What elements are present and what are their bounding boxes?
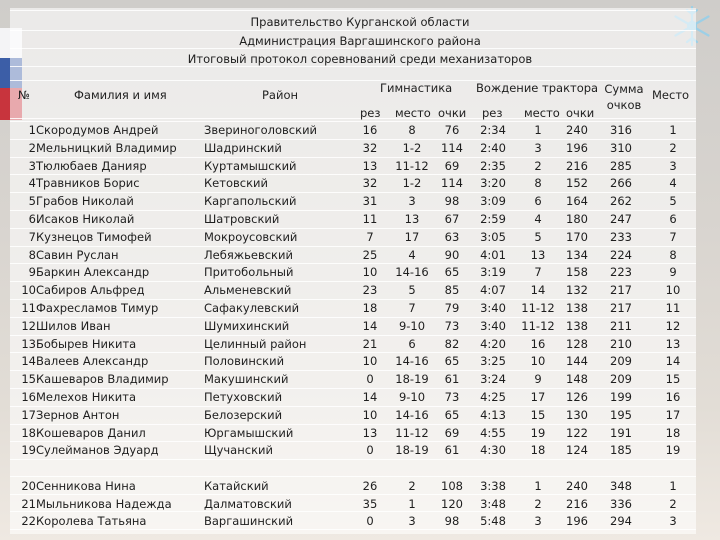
row-fullname: Исаков Николай — [36, 212, 135, 226]
row-gym-result: 10 — [362, 354, 378, 369]
row-gym-result: 18 — [362, 301, 378, 315]
row-number: 4 — [28, 176, 36, 191]
sub-drive-res: рез — [482, 106, 503, 120]
row-number: 2 — [28, 140, 36, 155]
row-district: Альменевский — [204, 283, 292, 298]
row-district: Далматовский — [204, 496, 292, 511]
row-drive-result: 4:25 — [480, 390, 506, 404]
row-place: 5 — [669, 194, 677, 209]
sub-drive-place: место — [524, 106, 560, 120]
grid-line — [10, 246, 696, 247]
row-gym-result: 14 — [362, 318, 378, 333]
row-gym-place: 11-12 — [395, 425, 429, 440]
row-place: 10 — [665, 283, 681, 298]
row-number: 11 — [21, 301, 36, 315]
row-drive-place: 17 — [530, 390, 546, 404]
row-district: Щучанский — [204, 443, 273, 458]
row-sum: 316 — [610, 123, 632, 137]
row-drive-points: 122 — [566, 425, 588, 440]
row-sum: 266 — [610, 176, 632, 191]
header-sum: Сумма очков — [604, 82, 644, 112]
row-district: Куртамышский — [204, 158, 297, 173]
row-sum: 209 — [610, 354, 632, 369]
row-gym-place: 18-19 — [395, 372, 429, 387]
row-number: 10 — [21, 283, 36, 298]
row-district: Шумихинский — [204, 318, 290, 333]
row-place: 1 — [669, 123, 677, 137]
row-fullname: Грабов Николай — [36, 194, 134, 209]
row-drive-points: 240 — [566, 479, 588, 493]
grid-line — [10, 121, 696, 122]
row-sum: 211 — [610, 318, 632, 333]
row-drive-result: 3:05 — [480, 229, 506, 244]
row-drive-place: 2 — [534, 496, 542, 511]
row-gym-result: 13 — [362, 425, 378, 440]
row-sum: 262 — [610, 194, 632, 209]
row-drive-place: 15 — [530, 407, 546, 422]
row-drive-place: 8 — [534, 176, 542, 191]
row-place: 16 — [665, 390, 681, 404]
row-gym-result: 25 — [362, 247, 378, 262]
row-number: 15 — [21, 372, 36, 387]
row-drive-place: 4 — [534, 212, 542, 226]
row-place: 15 — [665, 372, 681, 387]
row-fullname: Кузнецов Тимофей — [36, 229, 152, 244]
row-sum: 310 — [610, 140, 632, 155]
row-gym-place: 8 — [408, 123, 416, 137]
row-fullname: Травников Борис — [36, 176, 140, 191]
row-drive-points: 132 — [566, 283, 588, 298]
row-drive-result: 3:38 — [480, 479, 506, 493]
row-gym-result: 16 — [362, 123, 378, 137]
row-gym-place: 14-16 — [395, 407, 429, 422]
row-fullname: Мыльникова Надежда — [36, 496, 172, 511]
row-gym-result: 32 — [362, 140, 378, 155]
row-district: Петуховский — [204, 390, 283, 404]
row-drive-points: 180 — [566, 212, 588, 226]
row-district: Звериноголовский — [204, 123, 318, 137]
grid-line — [10, 370, 696, 371]
row-gym-points: 73 — [444, 390, 460, 404]
grid-line — [10, 476, 696, 477]
row-drive-result: 3:40 — [480, 318, 506, 333]
row-gym-place: 18-19 — [395, 443, 429, 458]
row-gym-place: 6 — [408, 336, 416, 351]
row-fullname: Фахреcламов Тимур — [36, 301, 159, 315]
row-number: 20 — [21, 479, 36, 493]
row-drive-result: 3:48 — [480, 496, 506, 511]
row-gym-points: 98 — [444, 194, 460, 209]
row-place: 18 — [665, 425, 681, 440]
row-drive-result: 2:35 — [480, 158, 506, 173]
row-place: 2 — [669, 496, 677, 511]
grid-line — [10, 10, 696, 11]
row-drive-place: 13 — [530, 247, 546, 262]
row-gym-place: 13 — [404, 212, 420, 226]
row-drive-points: 134 — [566, 247, 588, 262]
row-gym-result: 11 — [362, 212, 378, 226]
row-drive-points: 126 — [566, 390, 588, 404]
row-drive-result: 3:09 — [480, 194, 506, 209]
row-gym-result: 10 — [362, 407, 378, 422]
row-sum: 209 — [610, 372, 632, 387]
row-sum: 224 — [610, 247, 632, 262]
row-gym-result: 32 — [362, 176, 378, 191]
row-drive-result: 3:24 — [480, 372, 506, 387]
row-gym-result: 7 — [366, 229, 374, 244]
row-drive-result: 3:20 — [480, 176, 506, 191]
row-gym-place: 7 — [408, 301, 416, 315]
sub-gym-place: место — [395, 106, 431, 120]
row-gym-place: 2 — [408, 479, 416, 493]
row-number: 21 — [21, 496, 36, 511]
row-gym-points: 67 — [444, 212, 460, 226]
row-gym-points: 69 — [444, 425, 460, 440]
row-place: 14 — [665, 354, 681, 369]
row-sum: 195 — [610, 407, 632, 422]
row-gym-place: 17 — [404, 229, 420, 244]
row-gym-result: 13 — [362, 158, 378, 173]
header-tractor-driving: Вождение трактора — [476, 81, 599, 95]
row-drive-points: 240 — [566, 123, 588, 137]
row-gym-place: 14-16 — [395, 354, 429, 369]
row-fullname: Кашеваров Владимир — [36, 372, 169, 387]
row-gym-result: 35 — [362, 496, 378, 511]
row-gym-points: 120 — [441, 496, 463, 511]
row-drive-result: 4:30 — [480, 443, 506, 458]
row-gym-result: 0 — [366, 372, 374, 387]
row-place: 6 — [669, 212, 677, 226]
sub-gym-points: очки — [438, 106, 467, 120]
row-district: Каргапольский — [204, 194, 297, 209]
row-gym-points: 90 — [444, 247, 460, 262]
grid-line — [10, 174, 696, 175]
sub-drive-points: очки — [566, 106, 595, 120]
row-fullname: Савин Руслан — [36, 247, 119, 262]
row-number: 1 — [28, 123, 36, 137]
row-number: 13 — [21, 336, 36, 351]
header-district: Район — [262, 88, 299, 102]
title-line-2: Администрация Варгашинского района — [239, 34, 481, 48]
row-place: 1 — [669, 479, 677, 493]
row-sum: 348 — [610, 479, 632, 493]
row-sum: 233 — [610, 229, 632, 244]
row-place: 17 — [665, 407, 681, 422]
row-sum: 247 — [610, 212, 632, 226]
grid-line — [10, 157, 696, 158]
row-drive-place: 1 — [534, 479, 542, 493]
row-place: 7 — [669, 229, 677, 244]
row-district: Кетовский — [204, 176, 268, 191]
row-drive-place: 5 — [534, 229, 542, 244]
row-drive-place: 7 — [534, 265, 542, 280]
row-gym-place: 3 — [408, 514, 416, 528]
row-gym-result: 23 — [362, 283, 378, 298]
row-fullname: Королева Татьяна — [36, 514, 147, 528]
grid-line — [10, 139, 696, 140]
row-district: Притобольный — [204, 265, 294, 280]
row-drive-result: 2:40 — [480, 140, 506, 155]
row-sum: 210 — [610, 336, 632, 351]
row-drive-place: 19 — [530, 425, 546, 440]
row-gym-result: 31 — [362, 194, 378, 209]
header-gymnastics: Гимнастика — [380, 81, 453, 95]
row-drive-points: 128 — [566, 336, 588, 351]
row-fullname: Сенникова Нина — [36, 479, 136, 493]
row-number: 19 — [21, 443, 36, 458]
row-number: 18 — [21, 425, 36, 440]
row-district: Шадринский — [204, 140, 282, 155]
row-drive-points: 152 — [566, 176, 588, 191]
row-gym-place: 5 — [408, 283, 416, 298]
row-gym-result: 26 — [362, 479, 378, 493]
row-drive-place: 2 — [534, 158, 542, 173]
grid-line — [10, 228, 696, 229]
row-gym-points: 61 — [444, 372, 460, 387]
row-drive-place: 3 — [534, 514, 542, 528]
row-number: 3 — [28, 158, 36, 173]
row-sum: 223 — [610, 265, 632, 280]
row-gym-points: 114 — [441, 140, 463, 155]
row-gym-result: 14 — [362, 390, 378, 404]
row-sum: 217 — [610, 283, 632, 298]
row-fullname: Тюлюбаев Данияр — [36, 158, 147, 173]
title-line-1: Правительство Курганской области — [250, 15, 470, 29]
row-district: Половинский — [204, 354, 285, 369]
grid-line — [10, 352, 696, 353]
row-drive-points: 196 — [566, 140, 588, 155]
grid-line — [10, 459, 696, 460]
row-drive-place: 18 — [530, 443, 546, 458]
grid-line — [10, 529, 696, 530]
row-gym-points: 65 — [444, 407, 460, 422]
row-gym-points: 65 — [444, 265, 460, 280]
row-gym-points: 82 — [444, 336, 460, 351]
row-place: 4 — [669, 176, 677, 191]
row-gym-place: 4 — [408, 247, 416, 262]
row-district: Шатровский — [204, 212, 280, 226]
row-sum: 285 — [610, 158, 632, 173]
row-sum: 191 — [610, 425, 632, 440]
row-fullname: Баркин Александр — [36, 265, 150, 280]
row-district: Катайский — [204, 479, 269, 493]
row-drive-result: 4:55 — [480, 425, 506, 440]
row-drive-points: 170 — [566, 229, 588, 244]
row-drive-result: 5:48 — [480, 514, 506, 528]
header-place: Место — [652, 88, 690, 102]
row-fullname: Кошеваров Данил — [36, 425, 146, 440]
row-gym-result: 0 — [366, 443, 374, 458]
row-district: Сафакулевский — [204, 301, 300, 315]
row-drive-result: 3:40 — [480, 301, 506, 315]
row-drive-result: 4:20 — [480, 336, 506, 351]
row-district: Макушинский — [204, 372, 289, 387]
row-number: 5 — [28, 194, 36, 209]
row-drive-result: 3:25 — [480, 354, 506, 369]
row-gym-points: 61 — [444, 443, 460, 458]
row-drive-place: 11-12 — [521, 301, 555, 315]
row-gym-points: 85 — [444, 283, 460, 298]
row-number: 14 — [21, 354, 36, 369]
row-drive-place: 9 — [534, 372, 542, 387]
row-place: 12 — [665, 318, 681, 333]
grid-line — [10, 210, 696, 211]
grid-line — [10, 424, 696, 425]
row-drive-place: 10 — [530, 354, 546, 369]
row-drive-points: 130 — [566, 407, 588, 422]
row-district: Юргамышский — [204, 425, 294, 440]
row-gym-points: 76 — [444, 123, 460, 137]
row-gym-place: 9-10 — [398, 390, 426, 404]
row-sum: 294 — [610, 514, 632, 528]
row-place: 11 — [665, 301, 681, 315]
row-number: 8 — [28, 247, 36, 262]
row-sum: 199 — [610, 390, 632, 404]
row-gym-place: 14-16 — [395, 265, 429, 280]
row-place: 2 — [669, 140, 677, 155]
row-number: 22 — [21, 514, 36, 528]
row-drive-place: 14 — [530, 283, 546, 298]
header-num: № — [18, 88, 30, 102]
grid-line — [10, 494, 696, 495]
row-number: 17 — [21, 407, 36, 422]
row-fullname: Скородумов Андрей — [36, 123, 159, 137]
row-district: Целинный район — [204, 336, 307, 351]
row-district: Варгашинский — [204, 514, 294, 528]
row-drive-points: 164 — [566, 194, 588, 209]
row-drive-place: 1 — [534, 123, 542, 137]
row-sum: 217 — [610, 301, 632, 315]
row-gym-place: 11-12 — [395, 158, 429, 173]
row-fullname: Мелехов Никита — [36, 390, 136, 404]
grid-line — [10, 263, 696, 264]
row-place: 3 — [669, 158, 677, 173]
row-sum: 185 — [610, 443, 632, 458]
title-line-3: Итоговый протокол соревнований среди механизаторов — [187, 52, 533, 66]
row-drive-points: 158 — [566, 265, 588, 280]
row-drive-points: 138 — [566, 301, 588, 315]
row-drive-result: 3:19 — [480, 265, 506, 280]
row-place: 9 — [669, 265, 677, 280]
row-number: 12 — [21, 318, 36, 333]
row-drive-points: 216 — [566, 496, 588, 511]
row-gym-points: 65 — [444, 354, 460, 369]
grid-line — [10, 335, 696, 336]
row-gym-result: 21 — [362, 336, 378, 351]
row-district: Мокроусовский — [204, 229, 298, 244]
row-drive-place: 3 — [534, 140, 542, 155]
row-gym-points: 79 — [444, 301, 460, 315]
row-gym-place: 3 — [408, 194, 416, 209]
row-fullname: Зернов Антон — [36, 407, 120, 422]
row-gym-place: 1 — [408, 496, 416, 511]
row-number: 6 — [28, 212, 36, 226]
grid-line — [10, 192, 696, 193]
row-number: 9 — [28, 265, 36, 280]
row-fullname: Шилов Иван — [36, 318, 111, 333]
header-name: Фамилия и имя — [74, 88, 167, 102]
row-number: 16 — [21, 390, 36, 404]
grid-line — [10, 299, 696, 300]
row-drive-place: 11-12 — [521, 318, 555, 333]
row-gym-points: 63 — [444, 229, 460, 244]
grid-line — [10, 30, 696, 31]
grid-line — [10, 388, 696, 389]
row-place: 3 — [669, 514, 677, 528]
row-gym-result: 0 — [366, 514, 374, 528]
row-gym-place: 1-2 — [402, 140, 422, 155]
row-number: 7 — [28, 229, 36, 244]
row-place: 13 — [665, 336, 681, 351]
row-drive-points: 124 — [566, 443, 588, 458]
row-fullname: Сулейманов Эдуард — [36, 443, 159, 458]
row-gym-place: 9-10 — [398, 318, 426, 333]
row-drive-result: 4:01 — [480, 247, 506, 262]
grid-line — [10, 317, 696, 318]
row-drive-points: 196 — [566, 514, 588, 528]
row-gym-points: 108 — [441, 479, 463, 493]
row-fullname: Бобырев Никита — [36, 336, 137, 351]
row-gym-result: 10 — [362, 265, 378, 280]
row-district: Лебяжьевский — [204, 247, 293, 262]
row-drive-points: 138 — [566, 318, 588, 333]
row-sum: 336 — [610, 496, 632, 511]
row-drive-points: 216 — [566, 158, 588, 173]
row-drive-points: 148 — [566, 372, 588, 387]
row-drive-result: 4:07 — [480, 283, 506, 298]
sub-gym-res: рез — [360, 106, 381, 120]
row-drive-result: 4:13 — [480, 407, 506, 422]
row-drive-place: 6 — [534, 194, 542, 209]
row-gym-points: 69 — [444, 158, 460, 173]
row-place: 19 — [665, 443, 681, 458]
row-gym-points: 73 — [444, 318, 460, 333]
grid-line — [10, 406, 696, 407]
row-drive-result: 2:59 — [480, 212, 506, 226]
row-district: Белозерский — [204, 407, 283, 422]
row-gym-place: 1-2 — [402, 176, 422, 191]
row-drive-result: 2:34 — [480, 123, 506, 137]
row-fullname: Мельницкий Владимир — [36, 140, 177, 155]
row-gym-points: 114 — [441, 176, 463, 191]
grid-line — [10, 281, 696, 282]
grid-line — [10, 441, 696, 442]
row-place: 8 — [669, 247, 677, 262]
row-fullname: Сабиров Альфред — [36, 283, 145, 298]
row-drive-points: 144 — [566, 354, 588, 369]
row-drive-place: 16 — [530, 336, 546, 351]
row-fullname: Валеев Александр — [36, 354, 149, 369]
row-gym-points: 98 — [444, 514, 460, 528]
